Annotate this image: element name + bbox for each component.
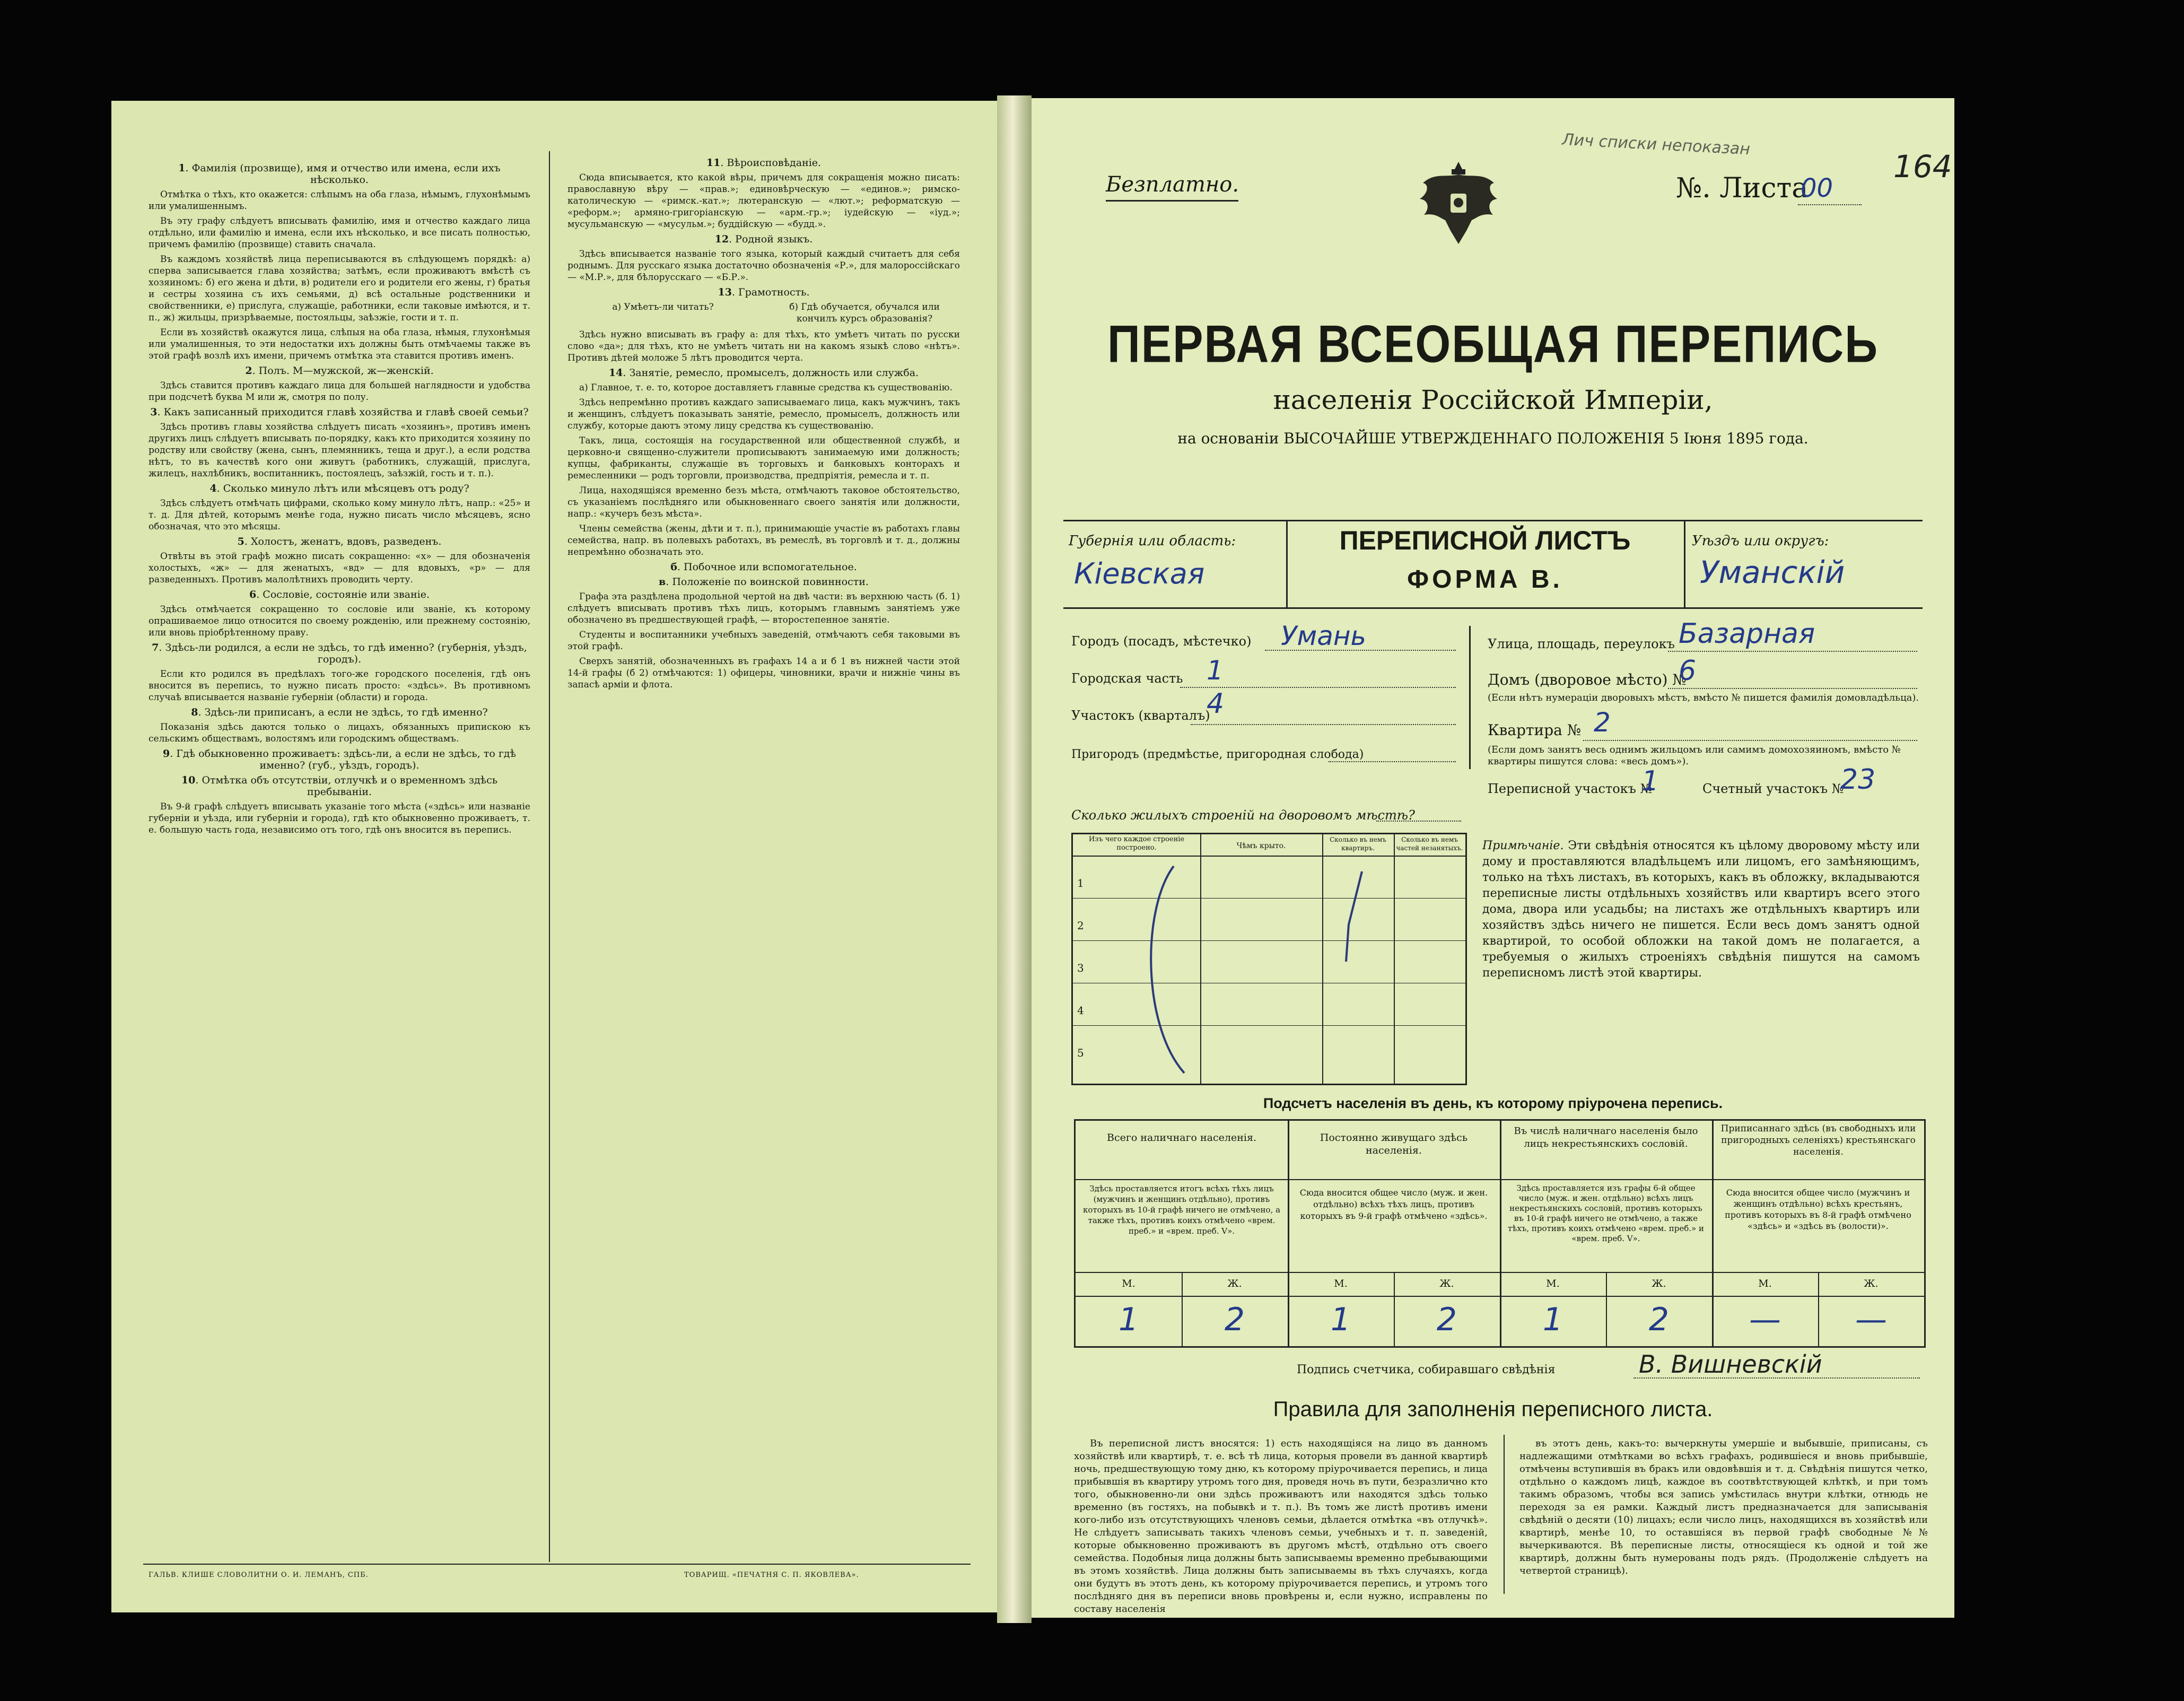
- col1-heading-number: 8: [191, 706, 198, 718]
- corner-number: 164: [1893, 149, 1952, 185]
- col2-paragraph: Лица, находящіяся временно безъ мѣста, отмѣчаютъ таковое обстоятельство, съ указаніемъ послѣдняго или обыкновеннаго своего занятія или должности, напр.: «кучеръ безъ мѣста».: [567, 485, 960, 519]
- col1-heading: 6. Сословіе, состояніе или званіе.: [249, 589, 430, 600]
- count-value-nonpeasant-m: 1: [1542, 1301, 1563, 1338]
- col1-heading-text: Фамилія (прозвище), имя и отчество или имена, если ихъ нѣсколько.: [191, 162, 501, 186]
- col1-heading-text: Холостъ, женатъ, вдовъ, разведенъ.: [250, 536, 442, 547]
- imperial-eagle-emblem: [1413, 151, 1504, 252]
- column-divider: [549, 151, 550, 1562]
- book-gutter: [997, 95, 1032, 1623]
- col1-heading: 9. Гдѣ обыкновенно проживаетъ: здѣсь-ли, а если не здѣсь, то гдѣ именно? (губ., уѣздъ, городъ).: [163, 748, 516, 771]
- buildings-row-5: 5: [1077, 1046, 1084, 1059]
- sheet-number-value: 00: [1801, 173, 1833, 203]
- col2-heading-text: Побочное или вспомогательное.: [684, 561, 857, 573]
- header-divider-2: [1684, 520, 1685, 607]
- note-heading: Примѣчаніе.: [1482, 839, 1564, 852]
- count-sex-f-3: Ж.: [1652, 1278, 1666, 1289]
- col1-paragraph: Отвѣты въ этой графѣ можно писать сокращенно: «х» — для обозначенія холостыхъ, «ж» — для женатыхъ, «вд» — для вдовыхъ, «р» — для разведенныхъ. Противъ малолѣтнихъ проводить черту.: [148, 551, 530, 585]
- rules-title: Правила для заполненія переписного листа.: [1273, 1398, 1713, 1421]
- city-value: Умань: [1281, 621, 1366, 651]
- buildings-header-vacant: Сколько въ немъ частей незанятыхъ.: [1396, 836, 1463, 852]
- uezd-label: Уѣздъ или округъ:: [1692, 533, 1829, 549]
- col1-heading-text: Сколько минуло лѣтъ или мѣсяцевъ отъ роду?: [223, 483, 469, 494]
- count-sex-f-4: Ж.: [1864, 1278, 1879, 1289]
- house-line: [1668, 688, 1917, 689]
- col1-heading: 10. Отмѣтка объ отсутствіи, отлучкѣ и о временномъ здѣсь пребываніи.: [181, 774, 498, 798]
- count-district-label: Счетный участокъ №: [1702, 781, 1844, 796]
- col2-heading-text: Грамотность.: [738, 286, 810, 298]
- col1-heading: 1. Фамилія (прозвище), имя и отчество или имена, если ихъ нѣсколько.: [178, 162, 501, 186]
- col1-heading-text: Полъ. М—мужской, ж—женскій.: [258, 365, 434, 377]
- city-label: Городъ (посадъ, мѣстечко): [1071, 634, 1252, 649]
- col1-heading-text: Отмѣтка объ отсутствіи, отлучкѣ и о временномъ здѣсь пребываніи.: [202, 774, 498, 798]
- col2-heading-number: 11: [706, 157, 721, 169]
- count-district-value: 23: [1840, 764, 1876, 796]
- col1-heading-number: 4: [209, 483, 217, 494]
- apartment-label: Квартира №: [1488, 721, 1582, 739]
- count-sex-m-2: М.: [1334, 1278, 1348, 1289]
- col2-paragraph: Студенты и воспитанники учебныхъ заведеній, отмѣчаютъ себя таковыми въ этой графѣ.: [567, 630, 960, 652]
- rules-divider: [1504, 1435, 1505, 1594]
- count-header-nonpeasant: Въ числѣ наличнаго населенія было лицъ некрестьянскихъ сословій.: [1514, 1126, 1698, 1149]
- street-line: [1668, 651, 1917, 652]
- population-count-table: [1074, 1119, 1926, 1348]
- form-title: ПЕРЕПИСНОЙ ЛИСТЪ: [1339, 526, 1631, 555]
- gubernia-label: Губернія или область:: [1069, 533, 1236, 549]
- count-sex-m-3: М.: [1546, 1278, 1560, 1289]
- buildings-line: [1376, 821, 1461, 822]
- address-divider: [1469, 626, 1471, 769]
- district-line: [1191, 724, 1456, 725]
- buildings-header-material: Изъ чего каждое строеніе построено.: [1088, 835, 1185, 852]
- col2-paragraph: Здѣсь непремѣнно противъ каждаго записываемаго лица, какъ мужчинъ, такъ и женщинъ, слѣдуетъ показывать занятіе, ремесло, промыселъ, должность или службу, которые даютъ этому лицу средства къ существованію.: [567, 397, 960, 431]
- col1-heading: 7. Здѣсь-ли родился, а если не здѣсь, то гдѣ именно? (губернія, уѣздъ, городъ).: [152, 642, 527, 665]
- count-desc-line: [1076, 1272, 1924, 1273]
- col1-heading-text: Какъ записанный приходится главѣ хозяйства и главѣ своей семьи?: [163, 406, 529, 418]
- col2-paragraph: Здѣсь нужно вписывать въ графу а: для тѣхъ, кто умѣетъ читать по русски слово «да»; для тѣхъ, кто не умѣетъ читать ни на какомъ языкѣ слово «нѣтъ». Противъ дѣтей моложе 5 лѣтъ проводится черта.: [567, 329, 960, 363]
- count-sex-line: [1076, 1296, 1924, 1297]
- col2-heading-number: 13: [718, 286, 732, 298]
- col2-sub_b: б) Гдѣ обучается, обучался или кончилъ курсъ образованія?: [789, 302, 940, 324]
- uezd-value: Уманскій: [1700, 554, 1845, 590]
- col1-paragraph: Отмѣтка о тѣхъ, кто окажется: слѣпымъ на оба глаза, нѣмымъ, глухонѣмымъ или умалишеннымъ.: [148, 189, 530, 212]
- count-header-peasant: Приписаннаго здѣсь (въ свободныхъ или пригородныхъ селеніяхъ) крестьянскаго населенія.: [1720, 1123, 1916, 1157]
- note-block: [1482, 838, 1920, 981]
- buildings-question: Сколько жилыхъ строеній на дворовомъ мѣстѣ?: [1071, 808, 1415, 823]
- col2-heading: в. Положеніе по воинской повинности.: [659, 576, 869, 588]
- col2-paragraph: Графа эта раздѣлена продольной чертой на двѣ части: въ верхнюю часть (б. 1) слѣдуетъ вписывать противъ тѣхъ лицъ, которымъ главнымъ занятіемъ уже обозначено въ предшествующей графѣ, — второстепенное занятіе.: [567, 591, 960, 625]
- col2-heading-text: Положеніе по воинской повинности.: [672, 576, 869, 588]
- col2-heading: б. Побочное или вспомогательное.: [670, 561, 857, 573]
- count-value-permanent-m: 1: [1330, 1301, 1351, 1338]
- count-heading: Подсчетъ населенія въ день, къ которому пріурочена перепись.: [1263, 1095, 1723, 1111]
- buildings-row-4: 4: [1077, 1004, 1084, 1017]
- col2-subheadings: [567, 301, 960, 325]
- count-desc-nonpeasant: Здѣсь проставляется изъ графы 6-й общее число (муж. и жен. отдѣльно) всѣхъ лицъ некрестьянскихъ сословій, противъ которыхъ въ 10-й графѣ ничего не отмѣчено, а также тѣхъ, противъ коихъ отмѣчено «врем. преб.» и «врем. преб. V».: [1508, 1183, 1704, 1243]
- col2-heading-text: Родной языкъ.: [735, 233, 813, 245]
- col2-heading-number: 14: [608, 367, 623, 379]
- col1-paragraph: Въ эту графу слѣдуетъ вписывать фамилію, имя и отчество каждаго лица отдѣльно, или фамилію и имена, если ихъ нѣсколько, и все писать полностью, причемъ фамилію (прозвище) ставить сначала.: [148, 216, 530, 250]
- signature-line: [1633, 1377, 1920, 1379]
- col1-heading: 5. Холостъ, женатъ, вдовъ, разведенъ.: [237, 536, 442, 547]
- street-label: Улица, площадь, переулокъ: [1488, 636, 1675, 651]
- district-value: 4: [1207, 688, 1225, 720]
- count-value-total-f: 2: [1224, 1301, 1245, 1338]
- col1-paragraph: Здѣсь ставится противъ каждаго лица для большей наглядности и удобства при подсчетѣ буква М или ж, смотря по полу.: [148, 380, 530, 403]
- free-underline: [1106, 200, 1238, 202]
- count-header-line: [1076, 1179, 1924, 1180]
- col1-paragraph: Показанія здѣсь даются только о лицахъ, обязанныхъ припискою къ сельскимъ обществамъ, волостямъ или городскимъ обществамъ.: [148, 722, 530, 744]
- count-value-nonpeasant-f: 2: [1648, 1301, 1670, 1338]
- col1-heading-number: 5: [237, 536, 244, 547]
- sheet-number-line: [1798, 204, 1862, 205]
- buildings-row-1: 1: [1077, 877, 1084, 889]
- col2-paragraph: Сюда вписывается, кто какой вѣры, причемъ для сокращенія можно писать: православную вѣру — «прав.»; единовѣрческую — «единов.»; римско-католическую — «римск.-кат.»; лютеранскую — «лют.»; реформатскую — «реформ.»; армяно-григоріанскую — «арм.-гр.»; іудейскую — «іуд.»; мусульманскую — «мусульм.»; буддійскую — «будд.».: [567, 172, 960, 230]
- main-title: ПЕРВАЯ ВСЕОБЩАЯ ПЕРЕПИСЬ: [1107, 315, 1879, 374]
- col1-heading-text: Здѣсь-ли приписанъ, а если не здѣсь, то гдѣ именно?: [204, 706, 488, 718]
- col2-heading: 12. Родной языкъ.: [714, 233, 813, 245]
- form-sub: ФОРМА В.: [1407, 565, 1563, 594]
- count-sex-f-2: Ж.: [1439, 1278, 1454, 1289]
- col2-heading: 11. Вѣроисповѣданіе.: [706, 157, 822, 169]
- buildings-row-2: 2: [1077, 919, 1084, 932]
- buildings-header-roof: Чѣмъ крыто.: [1236, 842, 1286, 850]
- col1-heading-text: Здѣсь-ли родился, а если не здѣсь, то гдѣ именно? (губернія, уѣздъ, городъ).: [165, 642, 527, 665]
- part-label: Городская часть: [1071, 671, 1183, 686]
- printer-right: ТОВАРИЩ. «ПЕЧАТНЯ С. П. ЯКОВЛЕВА».: [684, 1571, 859, 1579]
- col2-heading-number: 12: [714, 233, 729, 245]
- right-page-census-form: [1032, 98, 1954, 1618]
- street-value: Базарная: [1679, 618, 1815, 650]
- count-desc-permanent: Сюда вносится общее число (муж. и жен. отдѣльно) всѣхъ тѣхъ лицъ, противъ которыхъ въ 9-й графѣ отмѣчено «здѣсь».: [1299, 1188, 1488, 1221]
- apartment-note: (Если домъ занятъ весь однимъ жильцомъ или самимъ домохозяиномъ, вмѣсто № квартиры пишутся слова: «весь домъ»).: [1488, 744, 1901, 767]
- buildings-row-3: 3: [1077, 962, 1084, 974]
- col1-heading-number: 6: [249, 589, 257, 600]
- buildings-header-apartments: Сколько въ немъ квартиръ.: [1330, 836, 1386, 852]
- col2-heading: 14. Занятіе, ремесло, промыселъ, должность или служба.: [608, 367, 919, 379]
- col1-heading: 8. Здѣсь-ли приписанъ, а если не здѣсь, то гдѣ именно?: [191, 706, 488, 718]
- col1-heading-number: 1: [178, 162, 186, 174]
- col1-paragraph: Здѣсь слѣдуетъ отмѣчать цифрами, сколько кому минуло лѣтъ, напр.: «25» и т. д. Для дѣтей, которымъ менѣе года, нужно писать число мѣсяцевъ, ясно обозначая, что это мѣсяцы.: [148, 498, 530, 532]
- count-sex-m-1: М.: [1122, 1278, 1135, 1289]
- house-value: 6: [1679, 655, 1697, 687]
- rules-column-2: въ этотъ день, какъ-то: вычеркнуты умершіе и выбывшіе, приписаны, съ надлежащими отмѣтками во всѣхъ графахъ, родившіеся и вновь прибывшіе, отмѣчены вступившія въ бракъ или овдовѣвшія и т. д. Свѣдѣнія пишутся четко, отдѣльно о каждомъ лицѣ, каждое въ соотвѣтствующей клѣткѣ, и при томъ такимъ образомъ, чтобы вся запись умѣстилась внутри клѣтки, отнюдь не переходя за ея рамки. Каждый листъ предназначается для записыванія свѣдѣній о десяти (10) лицахъ; если число лицъ, находящихся въ хозяйствѣ или квартирѣ, менѣе 10, то оставшіяся въ первой графѣ свободные №№ вычеркиваются. Вѣ переписные листы, относящіеся къ одной и той же квартирѣ, должны быть нумерованы подъ рядъ. (Продолженіе слѣдуетъ на четвертой страницѣ).: [1519, 1438, 1928, 1576]
- free-label: Безплатно.: [1106, 172, 1239, 197]
- col1-heading-number: 7: [152, 642, 159, 653]
- note-text: Эти свѣдѣнія относятся къ цѣлому дворовому мѣсту или дому и проставляются владѣльцемъ или лицомъ, его замѣняющимъ, только на тѣхъ листахъ, въ которыхъ, какъ въ обложку, вкладываются переписные листы отдѣльныхъ хозяйствъ или квартиръ всего этого дома, двора или усадьбы; на листахъ же отдѣльныхъ квартиръ или хозяйствъ здѣсь ничего не пишется. Если весь домъ занятъ одной квартирой, то особой обложки на такой домъ не полагается, а требуемыя о жилыхъ строеніяхъ свѣдѣнія пишутся на самомъ переписномъ листѣ этой квартиры.: [1482, 839, 1920, 980]
- col1-heading: 3. Какъ записанный приходится главѣ хозяйства и главѣ своей семьи?: [150, 406, 529, 418]
- col1-heading: 2. Полъ. М—мужской, ж—женскій.: [245, 365, 434, 377]
- count-header-permanent: Постоянно живущаго здѣсь населенія.: [1320, 1132, 1468, 1156]
- count-sex-m-4: М.: [1758, 1278, 1772, 1289]
- suburb-label: Пригородъ (предмѣстье, пригородная слобода): [1071, 748, 1364, 761]
- city-line: [1265, 650, 1456, 651]
- col2-heading-number: б: [670, 561, 677, 573]
- col1-paragraph: Здѣсь противъ главы хозяйства слѣдуетъ писать «хозяинъ», противъ именъ другихъ лицъ слѣдуетъ вписывать по-порядку, какъ кто приходится хозяину по родству или свойству (жена, сынъ, племянникъ, теща и друг.), а если родства нѣтъ, то въ качествѣ кого они живутъ (работникъ, служащій, прислуга, жилецъ, нахлѣбникъ, воспитанникъ, постоялецъ, заѣзжій, гость и т. п.).: [148, 422, 530, 479]
- col2-heading-text: Занятіе, ремесло, промыселъ, должность или служба.: [629, 367, 919, 379]
- apartment-value: 2: [1594, 707, 1611, 738]
- apartment-line: [1583, 740, 1917, 741]
- rules-column-1: Въ переписной листъ вносятся: 1) есть находящіяся на лицо въ данномъ хозяйствѣ или квартирѣ, т. е. всѣ тѣ лица, которыя провели въ данной квартирѣ ночь, предшествующую тому дню, къ которому пріурочивается перепись, и лица прибывшія въ квартиру утромъ того дня, проведя ночь въ пути, безразлично кто того, обыкновенно-ли они здѣсь проживаютъ или находятся здѣсь только временно (въ гостяхъ, на побывкѣ и т. п.). Въ томъ же листѣ противъ имени кого-либо изъ отсутствующихъ членовъ семьи, дѣлается отмѣтка «въ отлучкѣ». Не слѣдуетъ записывать такихъ членовъ семьи, учебныхъ и т. п. заведеній, которые обыкновенно проживаютъ въ другомъ мѣстѣ, отдѣльно отъ своего семейства. Подобныя лица должны быть записываемы временно пребывающими въ этомъ хозяйствѣ. Лица должны быть записываемы въ тѣхъ случаяхъ, когда они будутъ въ этотъ день, къ которому пріурочивается перепись, и утромъ того послѣдняго дня въ переписи вновь провѣрены и, если нужно, исправлены по составу населенія: [1074, 1438, 1488, 1615]
- count-desc-total: Здѣсь проставляется итогъ всѣхъ тѣхъ лицъ (мужчинъ и женщинъ отдѣльно), противъ которыхъ въ 10-й графѣ ничего не отмѣчено, а также тѣхъ, противъ коихъ отмѣчено «врем. преб.» и «врем. преб. V».: [1082, 1184, 1281, 1236]
- header-bottom-rule: [1063, 607, 1923, 609]
- house-note: (Если нѣтъ нумераціи дворовыхъ мѣстъ, вмѣсто № пишется фамилія домовладѣльца).: [1488, 692, 1919, 703]
- col1-paragraph: Въ каждомъ хозяйствѣ лица переписываются въ слѣдующемъ порядкѣ: а) сперва записывается глава хозяйства; затѣмъ, если проживаютъ вмѣстѣ съ хозяиномъ: б) его жена и дѣти, в) родители его и родители его жены, г) братья и сестры хозяина съ ихъ семьями, д) всѣ остальные родственники и свойственники, е) прислуга, служащіе, работники, если таковые имѣются, и т. п., ж) жильцы, призрѣваемые, постояльцы, заѣзжіе, гости и т. п.: [148, 254, 530, 323]
- count-value-peasant-f: —: [1855, 1301, 1887, 1338]
- basis-text: на основаніи ВЫСОЧАЙШЕ УТВЕРЖДЕННАГО ПОЛОЖЕНІЯ 5 Іюня 1895 года.: [1177, 430, 1809, 447]
- count-desc-peasant: Сюда вносится общее число (мужчинъ и женщинъ отдѣльно) всѣхъ крестьянъ, противъ которыхъ въ 8-й графѣ отмѣчено «здѣсь» и «здѣсь въ (волости)».: [1725, 1188, 1911, 1231]
- col2-paragraph: а) Главное, т. е. то, которое доставляетъ главные средства къ существованію.: [579, 382, 953, 393]
- eagle-icon: [1413, 151, 1504, 252]
- instructions-column-2: [567, 154, 960, 694]
- col1-heading-number: 9: [163, 748, 170, 760]
- sheet-number-label: №. Листа: [1676, 172, 1809, 204]
- top-note: Лич списки непоказан: [1561, 130, 1751, 159]
- count-value-permanent-f: 2: [1436, 1301, 1457, 1338]
- col1-heading-number: 10: [181, 774, 196, 786]
- buildings-handwritten-strokes: [1073, 834, 1465, 1084]
- col2-paragraph: Здѣсь вписывается названіе того языка, который каждый считаетъ для себя роднымъ. Для русскаго языка достаточно обозначенія «Р.», для малороссійскаго — «М.Р.», для бѣлорусскаго — «Б.Р.».: [567, 249, 960, 283]
- signature-value: В. Вишневскій: [1639, 1350, 1822, 1379]
- col2-paragraph: Члены семейства (жены, дѣти и т. п.), принимающіе участіе въ работахъ главы семейства, напр. въ полевыхъ работахъ, въ ремеслѣ, въ торговлѣ и т. д., должны непремѣнно обозначать это.: [567, 524, 960, 557]
- footer-rule: [143, 1564, 971, 1565]
- count-header-total: Всего наличнаго населенія.: [1107, 1132, 1256, 1144]
- col1-heading-number: 3: [150, 406, 158, 418]
- census-district-label: Переписной участокъ №: [1488, 781, 1653, 796]
- part-value: 1: [1207, 655, 1224, 686]
- col2-sub_a: а) Умѣетъ-ли читать?: [612, 302, 714, 312]
- suburb-line: [1329, 761, 1456, 762]
- header-top-rule: [1063, 520, 1923, 521]
- gubernia-value: Кіевская: [1074, 557, 1205, 590]
- col1-paragraph: Если въ хозяйствѣ окажутся лица, слѣпыя на оба глаза, нѣмыя, глухонѣмыя или умалишенныя, то эти недостатки ихъ должны быть отмѣчаемы также въ этой графѣ возлѣ ихъ имени, причемъ отмѣтка эта ставится противъ именъ.: [148, 327, 530, 361]
- col2-heading-number: в: [659, 576, 666, 588]
- col1-heading: 4. Сколько минуло лѣтъ или мѣсяцевъ отъ роду?: [209, 483, 469, 494]
- left-page-instructions: [111, 101, 997, 1612]
- col1-paragraph: Въ 9-й графѣ слѣдуетъ вписывать указаніе того мѣста («здѣсь» или названіе губерніи и уѣзда, или губерніи и города), гдѣ кто обыкновенно проживаетъ, т. е. большую часть года, независимо отъ того, гдѣ онъ вносится въ перепись.: [148, 801, 530, 835]
- col2-paragraph: Сверхъ занятій, обозначенныхъ въ графахъ 14 а и б 1 въ нижней части этой 14-й графы (б 2) отмѣчаются: 1) офицеры, чиновники, врачи и нижніе чины въ запасѣ арміи и флота.: [567, 656, 960, 690]
- count-sex-f-1: Ж.: [1227, 1278, 1242, 1289]
- col2-paragraph: Такъ, лица, состоящія на государственной или общественной службѣ, и церковно-и священно-служители прописываютъ занимаемую ими должность; купцы, фабриканты, служащіе въ торговыхъ и банковыхъ конторахъ и ремесленники — родъ торговли, производства, предпріятія, ремесла и т. п.: [567, 435, 960, 481]
- district-label: Участокъ (кварталъ): [1071, 708, 1210, 723]
- col1-paragraph: Здѣсь отмѣчается сокращенно то сословіе или званіе, къ которому опрашиваемое лицо относится по своему рожденію, или прежнему состоянію, или вновь пріобрѣтенному праву.: [148, 604, 530, 638]
- subtitle: населенія Россійской Имперіи,: [1273, 385, 1713, 415]
- count-value-total-m: 1: [1118, 1301, 1139, 1338]
- printer-left: ГАЛЬВ. КЛИШЕ СЛОВОЛИТНИ О. И. ЛЕМАНЪ, СПБ.: [148, 1571, 369, 1579]
- signature-label: Подпись счетчика, собиравшаго свѣдѣнія: [1297, 1363, 1556, 1376]
- count-value-peasant-m: —: [1749, 1301, 1781, 1338]
- col1-heading-text: Гдѣ обыкновенно проживаетъ: здѣсь-ли, а если не здѣсь, то гдѣ именно? (губ., уѣздъ, городъ).: [176, 748, 516, 771]
- census-district-value: 1: [1641, 765, 1659, 797]
- col2-heading: 13. Грамотность.: [718, 286, 810, 298]
- col1-heading-number: 2: [245, 365, 252, 377]
- col2-heading-text: Вѣроисповѣданіе.: [727, 157, 822, 169]
- col1-heading-text: Сословіе, состояніе или званіе.: [263, 589, 430, 600]
- col1-paragraph: Если кто родился въ предѣлахъ того-же городского поселенія, гдѣ онъ вносится въ перепись, то нужно писать просто: «здѣсь». Въ противномъ случаѣ вписывается названіе губерніи (области) и города.: [148, 669, 530, 703]
- house-label: Домъ (дворовое мѣсто) №: [1488, 671, 1687, 688]
- instructions-column-1: [148, 159, 530, 839]
- buildings-table: [1071, 833, 1467, 1085]
